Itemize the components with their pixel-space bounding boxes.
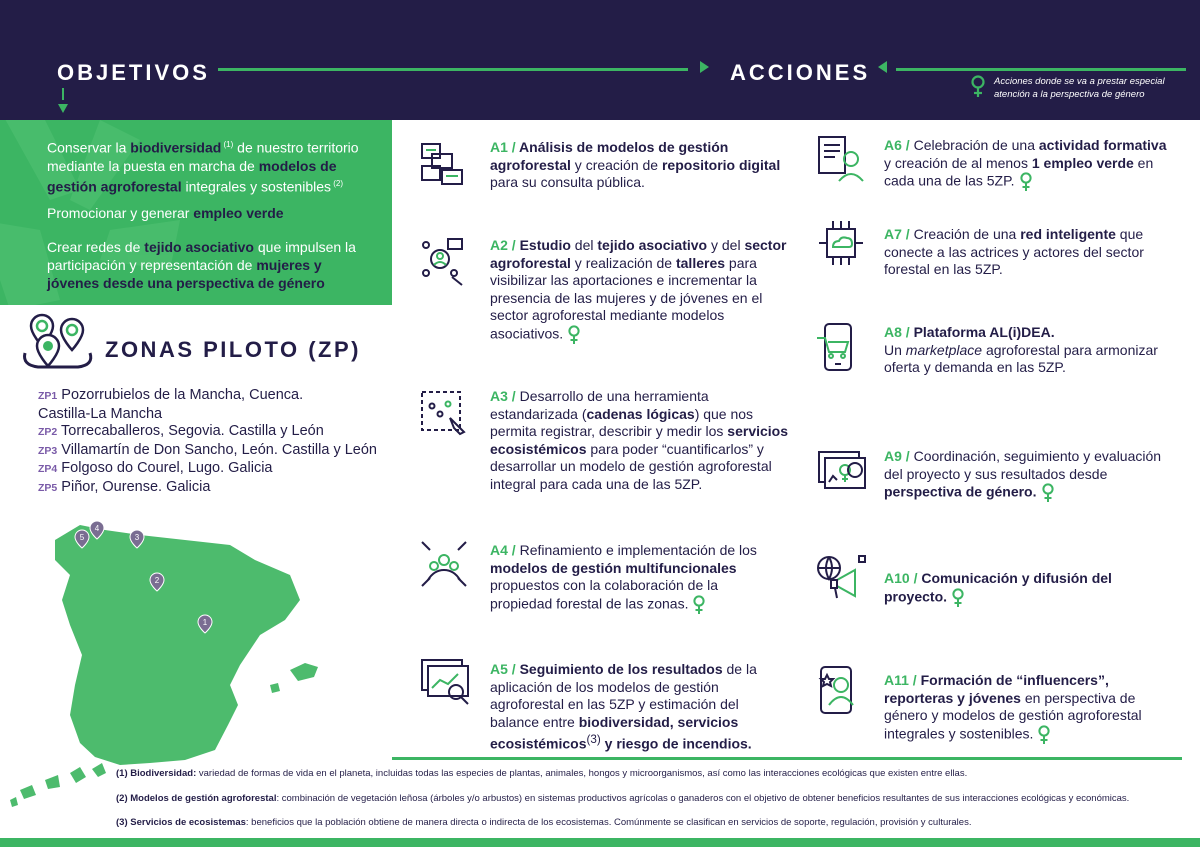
text-run: Un — [884, 341, 906, 358]
zona-text: Torrecaballeros, Segovia. Castilla y León — [61, 423, 324, 439]
action-code: A3 / — [490, 388, 520, 404]
zona-text-2: Castilla-La Mancha — [38, 405, 163, 422]
action-a11 — [884, 672, 1174, 745]
zona-code: ZP3 — [38, 444, 58, 457]
footnote-text: variedad de formas de vida en el planeta, incluidas todas las especies de plantas, animales, hongos y microorganismos, así como las interacciones ecológicas que existen entre ellas. — [196, 768, 968, 779]
header-connector-line — [218, 68, 688, 71]
venus-icon — [1041, 483, 1055, 503]
zonas-list — [38, 387, 377, 497]
spain-map — [0, 505, 340, 835]
text-run: integrales y sostenibles — [181, 178, 332, 195]
text-run: tejido asociativo — [597, 237, 708, 253]
zona-item — [38, 423, 377, 442]
zona-text: Villamartín de Don Sancho, León. Castilla y León — [61, 441, 377, 458]
map-pin-5 — [74, 529, 90, 549]
action-a8 — [884, 324, 1174, 377]
text-run: empleo verde — [193, 205, 284, 221]
arrow-down-icon — [57, 88, 69, 116]
action-a4 — [490, 542, 780, 615]
venus-icon — [1037, 725, 1051, 745]
footnote-text: : combinación de vegetación leñosa (árboles y/o arbustos) en sistemas productivos agrícolas o ganaderos con el objetivo de obtener beneficios resultantes de sus interacciones ecológicas y económicas. — [276, 793, 1130, 804]
action-code: A11 / — [884, 672, 921, 688]
gender-note: Acciones donde se va a prestar especial atención a la perspectiva de género — [994, 76, 1165, 100]
map-pin-3 — [129, 529, 145, 549]
zona-text: Piñor, Ourense. Galicia — [61, 478, 211, 495]
text-run: Creación de una — [913, 226, 1021, 242]
map-pins-icon — [20, 313, 96, 371]
text-run: Coordinación, seguimiento y evaluación del proyecto y sus resultados desde — [884, 448, 1162, 482]
text-run: sector agroforestal — [490, 237, 787, 271]
text-run: y creación de — [570, 156, 662, 173]
venus-icon — [692, 595, 706, 615]
action-code: A4 / — [490, 542, 520, 558]
text-run: mujeres y jóvenes desde una perspectiva de género — [47, 257, 325, 291]
footnote-2 — [116, 792, 1191, 805]
pin-label: 1 — [202, 618, 208, 627]
action-a5 — [490, 661, 770, 753]
map-pin-2 — [149, 572, 165, 592]
action-code: A6 / — [884, 137, 914, 153]
header-band — [0, 0, 1200, 120]
text-run: y del — [707, 237, 745, 253]
arrow-right-icon — [700, 61, 709, 73]
pin-label: 2 — [154, 576, 160, 585]
footnote-ref: (1) — [221, 140, 234, 149]
text-run: y creación de al menos — [884, 154, 1032, 171]
network-search-icon — [418, 235, 470, 287]
action-a6 — [884, 137, 1174, 192]
text-run: de nuestro territorio mediante la puesta en marcha de — [47, 139, 359, 174]
zona-text: Folgoso do Courel, Lugo. Galicia — [61, 460, 273, 476]
text-run: en perspectiva de género y modelos de gestión agroforestal integrales y sostenibles. — [884, 689, 1142, 742]
group-arrows-icon — [418, 538, 470, 590]
text-run: marketplace — [905, 341, 983, 358]
text-run: repositorio digital — [661, 156, 781, 173]
text-run: perspectiva de género. — [884, 483, 1037, 500]
objetivos-panel — [0, 120, 392, 305]
acciones-title: ACCIONES — [730, 60, 871, 85]
action-code: A2 / — [490, 237, 520, 253]
zona-text: Pozorrubielos de la Mancha, Cuenca. — [61, 387, 304, 403]
objetivos-title: OBJETIVOS — [57, 60, 210, 85]
zona-item — [38, 387, 377, 406]
action-code: A1 / — [490, 139, 520, 155]
zona-item — [38, 460, 377, 479]
zona-code: ZP5 — [38, 481, 58, 494]
text-run: modelos de gestión agroforestal — [47, 157, 337, 195]
folders-icon — [418, 140, 470, 192]
action-a1 — [490, 139, 790, 192]
text-run: que impulsen la participación y representación de — [47, 239, 356, 273]
text-run: en cada una de las 5ZP. — [884, 154, 1154, 189]
map-pin-4 — [89, 520, 105, 540]
text-run: y riesgo de incendios. — [600, 735, 752, 752]
separator-line — [392, 757, 1182, 760]
text-run: de la aplicación de los modelos de gestión agroforestal en las 5ZP y estimación del balance entre — [490, 661, 757, 730]
text-run: 1 empleo verde — [1031, 154, 1134, 171]
text-run: biodiversidad — [130, 139, 222, 156]
venus-icon — [1019, 172, 1033, 192]
footnote-3 — [116, 816, 1191, 829]
text-run: que conecte a las actrices y actores del sector forestal en las 5ZP. — [884, 226, 1144, 277]
action-a10 — [884, 570, 1174, 608]
zona-code: ZP2 — [38, 426, 58, 438]
text-run: Crear redes de — [47, 239, 145, 255]
phone-cart-icon — [815, 322, 867, 374]
text-run: Formación de “influencers”, reporteras y jóvenes — [884, 672, 1109, 706]
map-pin-1 — [197, 614, 213, 634]
objetivo-2 — [47, 204, 377, 222]
zona-code: ZP4 — [38, 463, 58, 475]
text-run: Promocionar y generar — [47, 205, 194, 221]
text-run: Plataforma AL(i)DEA. — [913, 324, 1055, 340]
action-code: A9 / — [884, 448, 914, 464]
action-a2 — [490, 237, 790, 345]
bottom-bar — [0, 838, 1200, 847]
text-run: Conservar la — [47, 139, 131, 156]
text-run: ) que nos permita registrar, describir y medir los — [490, 405, 754, 439]
action-a7 — [884, 226, 1174, 279]
text-run: Estudio — [519, 237, 571, 253]
arrow-left-icon — [878, 61, 887, 73]
text-run: Refinamiento e implementación de los — [519, 542, 757, 558]
text-run: para poder “cuantificarlos” y desarrollar un modelo de gestión agroforestal integral para cada una de las 5ZP. — [490, 440, 772, 492]
action-code: A5 / — [490, 661, 520, 677]
footnote-ref: (2) — [331, 178, 344, 188]
text-run: tejido asociativo — [144, 239, 254, 255]
objetivo-3 — [47, 238, 377, 292]
text-run: modelos de gestión multifuncionales — [490, 559, 737, 576]
header-connector-line-right — [896, 68, 1186, 71]
text-run: Celebración de una — [913, 137, 1039, 153]
venus-icon — [567, 325, 581, 345]
zona-item — [38, 442, 377, 461]
zona-item — [38, 479, 377, 498]
venus-icon — [970, 75, 986, 99]
text-run: del — [570, 237, 598, 253]
action-a9 — [884, 448, 1174, 503]
text-run: actividad formativa — [1038, 137, 1167, 153]
text-run: Análisis de modelos de gestión agroforestal — [490, 139, 729, 173]
footnote-label: (3) Servicios de ecosistemas — [116, 817, 246, 828]
pin-label: 4 — [94, 524, 100, 533]
megaphone-globe-icon — [815, 552, 867, 604]
text-run: cadenas lógicas — [586, 405, 695, 422]
analytics-screen-icon — [418, 656, 470, 708]
text-run: Desarrollo de una herramienta estandarizada ( — [490, 388, 709, 422]
pin-label: 3 — [134, 533, 140, 542]
footnote-text: : beneficios que la población obtiene de manera directa o indirecta de los ecosistemas. Comúnmente se clasifican en servicios de soporte, regulación, provisión y culturales. — [245, 817, 972, 828]
text-run: biodiversidad, servicios ecosistémicos — [490, 713, 739, 752]
venus-icon — [951, 588, 965, 608]
zona-code: ZP1 — [38, 390, 58, 402]
footnote-ref: (3) — [586, 733, 601, 746]
pin-label: 5 — [79, 533, 85, 542]
zona-item-cont — [38, 406, 377, 424]
text-run: para su consulta pública. — [490, 174, 645, 190]
text-run: servicios ecosistémicos — [490, 423, 789, 457]
text-run: para visibilizar las aportaciones e incrementar la presencia de las mujeres y de jóvenes en el sector agroforestal mediante modelos asociativos. — [490, 254, 763, 342]
text-run: red inteligente — [1020, 226, 1116, 242]
text-run: Seguimiento de los resultados — [519, 661, 723, 677]
action-code: A8 / — [884, 324, 914, 340]
action-code: A10 / — [884, 570, 922, 586]
footnote-1 — [116, 767, 1191, 780]
text-run: agroforestal para armonizar oferta y demanda en las 5ZP. — [884, 341, 1158, 375]
text-run: Comunicación y difusión del proyecto. — [884, 570, 1112, 605]
influencer-phone-icon — [815, 665, 867, 717]
text-run: propuestos con la colaboración de la propiedad forestal de las zonas. — [490, 577, 719, 612]
action-a3 — [490, 388, 795, 493]
certificate-person-icon — [815, 133, 867, 185]
footnote-label: (1) Biodiversidad: — [116, 768, 197, 779]
text-run: y realización de — [570, 254, 676, 271]
action-code: A7 / — [884, 226, 914, 242]
text-run: talleres — [675, 254, 726, 271]
cloud-chip-icon — [815, 217, 867, 269]
gender-monitor-icon — [815, 444, 867, 496]
footnote-label: (2) Modelos de gestión agroforestal — [116, 793, 277, 804]
objetivo-1 — [47, 136, 377, 195]
selection-tool-icon — [418, 388, 470, 440]
zonas-title: ZONAS PILOTO (ZP) — [105, 337, 361, 362]
